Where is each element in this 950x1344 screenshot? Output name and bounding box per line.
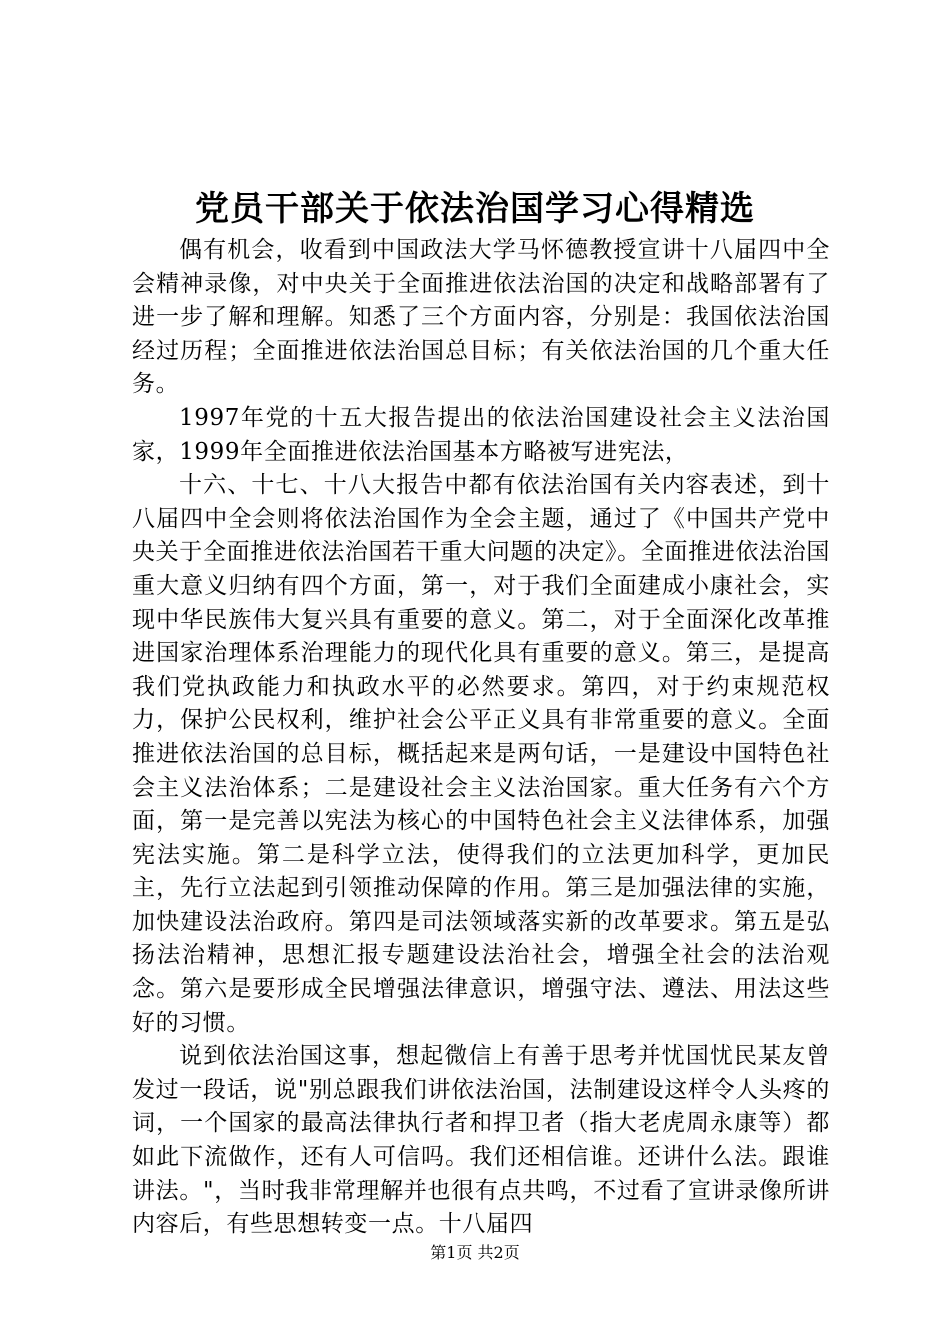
paragraph-2: 1997年党的十五大报告提出的依法治国建设社会主义法治国家，1999年全面推进依法治国基本方略被写进宪法，	[132, 404, 830, 465]
paragraph-3: 十六、十七、十八大报告中都有依法治国有关内容表述，到十八届四中全会则将依法治国作为全会主题，通过了《中国共产党中央关于全面推进依法治国若干重大问题的决定》。全面推进依法治国重大意义归纳有四个方面，第一，对于我们全面建成小康社会，实现中华民族伟大复兴具有重要的意义。第二，对于全面深化改革推进国家治理体系治理能力的现代化具有重要的意义。第三，是提高我们党执政能力和执政水平的必然要求。第四，对于约束规范权力，保护公民权利，维护社会公平正义具有非常重要的意义。全面推进依法治国的总目标，概括起来是两句话，一是建设中国特色社会主义法治体系；二是建设社会主义法治国家。重大任务有六个方面，第一是完善以宪法为核心的中国特色社会主义法律体系，加强宪法实施。第二是科学立法，使得我们的立法更加科学，更加民主，先行立法起到引领推动保障的作用。第三是加强法律的实施，加快建设法治政府。第四是司法领域落实新的改革要求。第五是弘扬法治精神，思想汇报专题建设法治社会，增强全社会的法治观念。第六是要形成全民增强法律意识，增强守法、遵法、用法这些好的习惯。	[132, 472, 830, 1036]
paragraph-1: 偶有机会，收看到中国政法大学马怀德教授宣讲十八届四中全会精神录像，对中央关于全面推进依法治国的决定和战略部署有了进一步了解和理解。知悉了三个方面内容，分别是：我国依法治国经过历程；全面推进依法治国总目标；有关依法治国的几个重大任务。	[132, 237, 830, 398]
paragraph-4: 说到依法治国这事，想起微信上有善于思考并忧国忧民某友曾发过一段话，说"别总跟我们讲依法治国，法制建设这样令人头疼的词，一个国家的最高法律执行者和捍卫者（指大老虎周永康等）都如此下流做作，还有人可信吗。我们还相信谁。还讲什么法。跟谁讲法。"，当时我非常理解并也很有点共鸣，不过看了宣讲录像所讲内容后，有些思想转变一点。十八届四	[132, 1043, 830, 1238]
document-title: 党员干部关于依法治国学习心得精选	[195, 189, 755, 229]
document-body	[132, 234, 830, 1242]
page-footer: 第1页 共2页	[430, 1243, 520, 1262]
